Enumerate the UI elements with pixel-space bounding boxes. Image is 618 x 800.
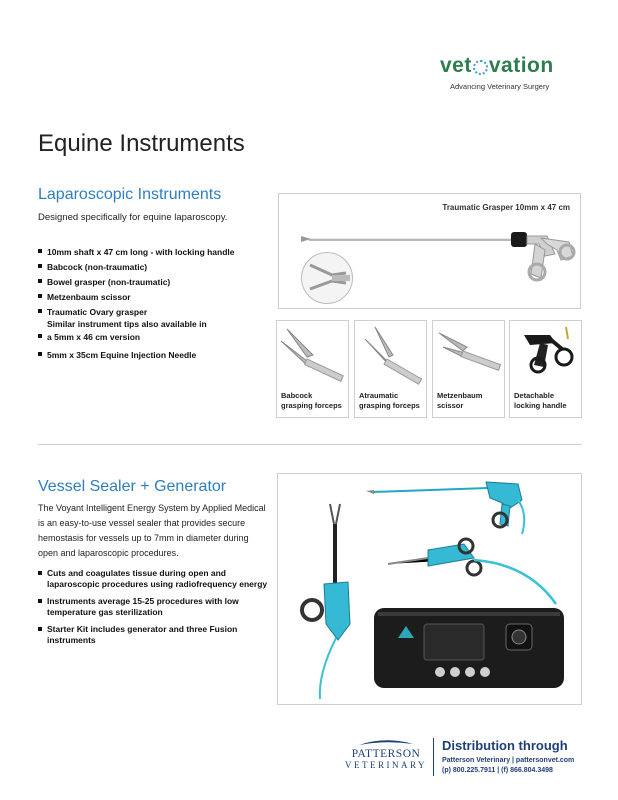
- laparoscopic-bullet-list: [38, 246, 278, 364]
- distribution-heading: Distribution through: [442, 738, 568, 753]
- atraumatic-forceps-tile: [354, 320, 427, 418]
- tile-caption: Detachable locking handle: [514, 391, 567, 410]
- main-image-caption: Traumatic Grasper 10mm x 47 cm: [442, 203, 570, 212]
- footer-distribution: [345, 738, 585, 778]
- list-item: Bowel grasper (non-traumatic): [38, 276, 278, 288]
- vessel-sealer-illustration: [278, 474, 581, 704]
- logo-wordmark: [440, 54, 580, 78]
- babcock-forceps-image: [277, 321, 348, 387]
- logo-ring-icon: [473, 60, 488, 75]
- laparoscopic-section-title: Laparoscopic Instruments: [38, 186, 222, 203]
- traumatic-grasper-image: [278, 193, 581, 309]
- laparoscopic-subtitle: Designed specifically for equine laparoscopy.: [38, 212, 228, 223]
- bullet-square-icon: [38, 279, 42, 283]
- list-item: Traumatic Ovary grasper: [38, 306, 278, 318]
- patterson-logo: [345, 738, 427, 771]
- list-item: Cuts and coagulates tissue during open and laparoscopic procedures using radiofrequency energy: [38, 568, 270, 589]
- distribution-contact-line: Patterson Veterinary | pattersonvet.com: [442, 757, 575, 764]
- list-item: Metzenbaum scissor: [38, 291, 278, 303]
- detachable-handle-tile: [509, 320, 582, 418]
- patterson-swoosh-icon: [357, 738, 415, 747]
- logo-tagline: Advancing Veterinary Surgery: [450, 82, 550, 91]
- list-item: Babcock (non-traumatic): [38, 261, 278, 273]
- vessel-sealer-section-title: Vessel Sealer + Generator: [38, 478, 227, 495]
- vessel-sealer-bullet-list: [38, 568, 270, 652]
- vetovation-logo: [440, 54, 580, 91]
- vessel-sealer-image: [277, 473, 582, 705]
- babcock-forceps-tile: [276, 320, 349, 418]
- list-item: a 5mm x 46 cm version: [38, 331, 278, 343]
- section-divider: [38, 444, 582, 445]
- vessel-sealer-paragraph: The Voyant Intelligent Energy System by Applied Medical is an easy-to-use vessel sealer that provides secure hemostasis for vessels up to 7mm in diameter during open and laparoscopic procedures.: [38, 503, 266, 558]
- bullet-square-icon: [38, 249, 42, 253]
- bullet-square-icon: [38, 627, 42, 631]
- zoom-detail-circle: [301, 252, 353, 304]
- logo-prefix: vet: [440, 54, 472, 77]
- bullet-square-icon: [38, 571, 42, 575]
- patterson-name: PATTERSON: [351, 748, 421, 760]
- bullet-square-icon: [38, 599, 42, 603]
- list-item: Instruments average 15-25 procedures with low temperature gas sterilization: [38, 596, 270, 617]
- tile-caption: Babcock grasping forceps: [281, 391, 342, 410]
- tile-caption: Atraumatic grasping forceps: [359, 391, 420, 410]
- list-item: Starter Kit includes generator and three Fusion instruments: [38, 624, 270, 645]
- list-item: 5mm x 35cm Equine Injection Needle: [38, 349, 278, 361]
- bullet-square-icon: [38, 264, 42, 268]
- patterson-sub: VETERINARY: [345, 760, 427, 770]
- metzenbaum-scissor-tile: [432, 320, 505, 418]
- list-item: 10mm shaft x 47 cm long - with locking handle: [38, 246, 278, 258]
- bullet-square-icon: [38, 294, 42, 298]
- page-title: Equine Instruments: [38, 130, 245, 157]
- bullet-square-icon: [38, 309, 42, 313]
- bullet-square-icon: [38, 352, 42, 356]
- logo-suffix: vation: [488, 54, 554, 77]
- tile-caption: Metzenbaum scissor: [437, 391, 483, 410]
- footer-separator: [433, 738, 434, 776]
- atraumatic-forceps-image: [355, 321, 426, 387]
- bullet-square-icon: [38, 334, 42, 338]
- metzenbaum-scissor-image: [433, 321, 504, 387]
- grasper-tip-detail: [302, 253, 352, 303]
- list-item: Similar instrument tips also available in: [47, 319, 207, 329]
- distribution-phone-line: (p) 800.225.7911 | (f) 866.804.3498: [442, 767, 553, 774]
- locking-handle-image: [510, 321, 581, 387]
